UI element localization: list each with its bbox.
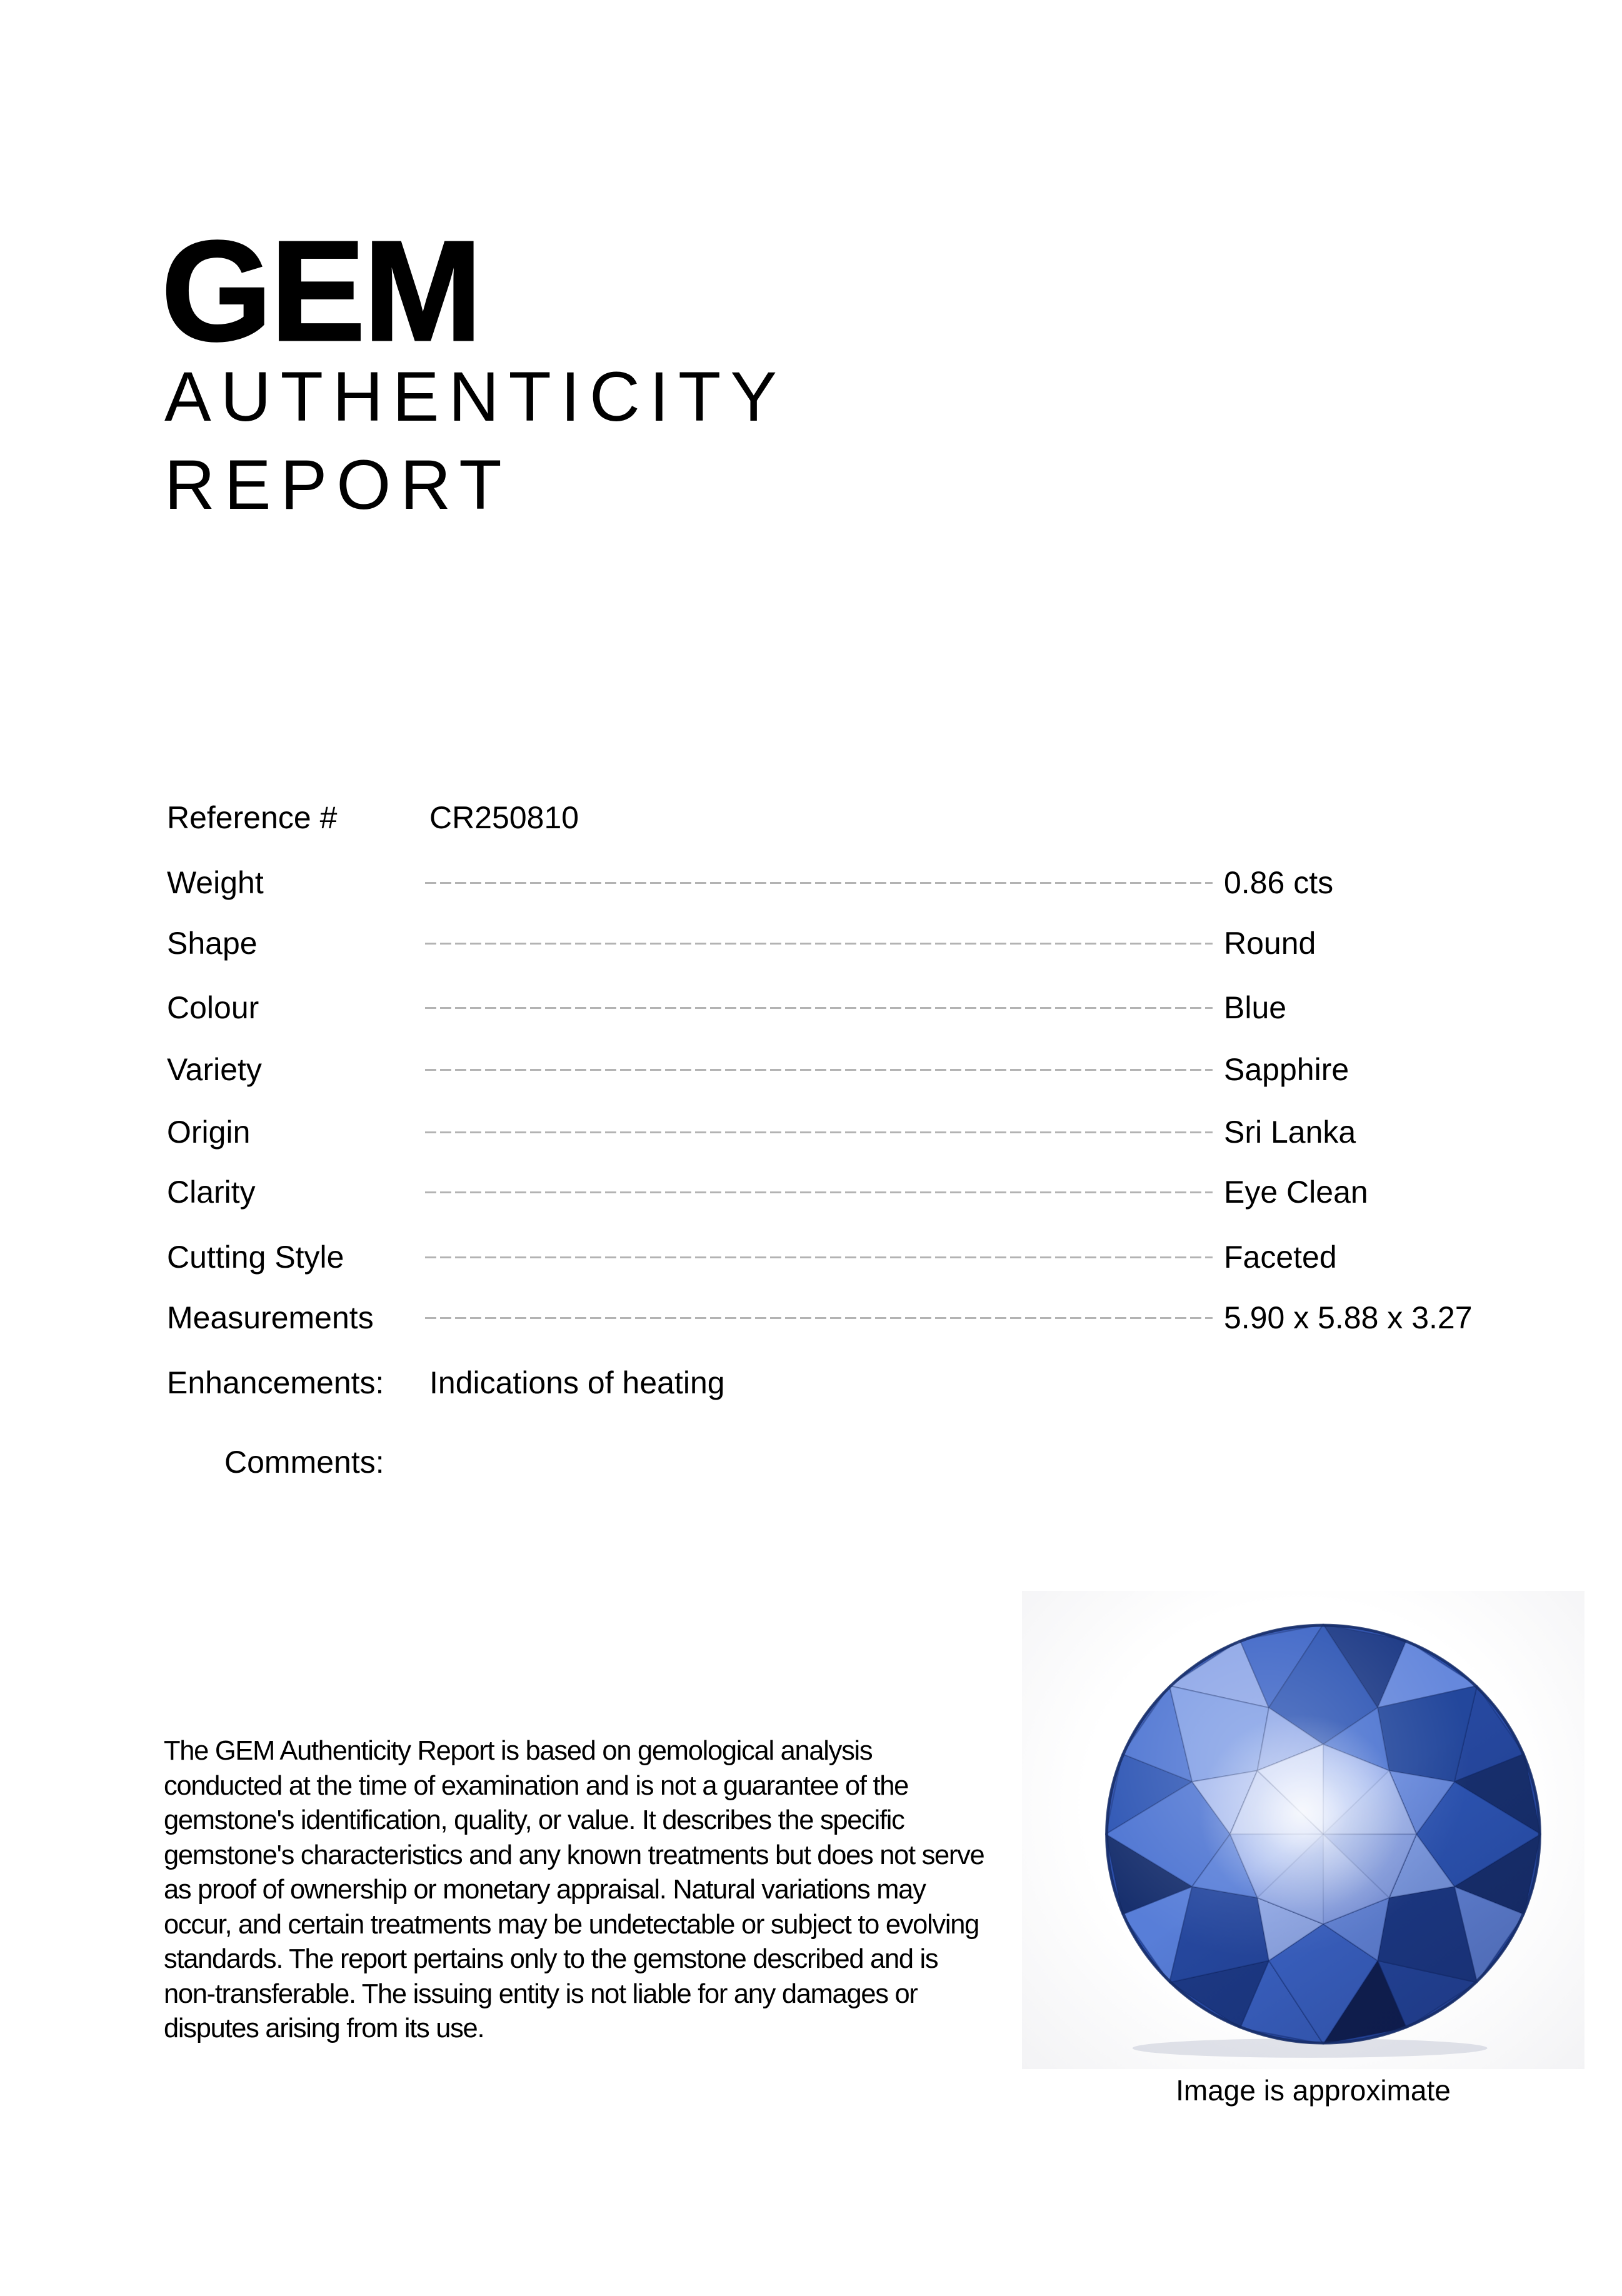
sapphire-gem-image (1097, 1616, 1549, 2061)
field-label-enhancements: Enhancements: (167, 1365, 384, 1400)
dotted-leader-line (425, 943, 1213, 945)
report-subtitle-line2: REPORT (164, 446, 511, 524)
field-row-measurements (167, 1299, 1473, 1336)
field-row-enhancements (167, 1364, 1469, 1401)
field-label-shape: Shape (167, 926, 258, 961)
spec-table (167, 0, 1473, 1563)
field-row-weight (167, 864, 1469, 901)
field-row-shape (167, 925, 1469, 962)
report-subtitle-line1: AUTHENTICITY (164, 358, 787, 436)
gem-photo-caption: Image is approximate (1176, 2074, 1451, 2107)
field-value-reference: CR250810 (429, 800, 579, 835)
field-value-origin: Sri Lanka (1224, 1115, 1356, 1150)
field-value-measurements: 5.90 x 5.88 x 3.27 (1224, 1300, 1473, 1335)
dotted-leader-line (425, 1317, 1213, 1319)
field-label-cutting-style: Cutting Style (167, 1240, 344, 1275)
field-row-comments (167, 1443, 1469, 1481)
field-row-clarity (167, 1173, 1469, 1211)
dotted-leader-line (425, 1131, 1213, 1133)
report-title: GEM (161, 212, 481, 371)
dotted-leader-line (425, 1007, 1213, 1009)
disclaimer-text: The GEM Authenticity Report is based on gemological analysis conducted at the time of examination and is not a guarantee of the gemstone's identification, quality, or value. It describes the specific gemstone's characteristics and any known treatments but does not serve as proof of ownership or monetary appraisal. Natural variations may occur, and certain treatments may be undetectable or subject to evolving standards. The report pertains only to the gemstone described and is non-transferable. The issuing entity is not liable for any damages or disputes arising from its use. (164, 1736, 984, 2043)
dotted-leader-line (425, 1191, 1213, 1193)
dotted-leader-line (425, 1069, 1213, 1071)
dotted-leader-line (425, 882, 1213, 884)
field-label-clarity: Clarity (167, 1175, 256, 1210)
field-value-cutting-style: Faceted (1224, 1240, 1337, 1275)
field-value-shape: Round (1224, 926, 1316, 961)
field-row-colour (167, 989, 1469, 1026)
field-label-comments: Comments: (224, 1445, 384, 1480)
field-label-variety: Variety (167, 1052, 262, 1087)
field-label-colour: Colour (167, 990, 259, 1025)
field-value-variety: Sapphire (1224, 1052, 1349, 1087)
field-label-reference: Reference # (167, 800, 338, 835)
field-row-variety (167, 1051, 1469, 1088)
field-value-weight: 0.86 cts (1224, 865, 1334, 900)
field-row-origin (167, 1113, 1469, 1151)
field-value-enhancements: Indications of heating (429, 1365, 725, 1400)
field-row-reference (167, 799, 1469, 836)
field-value-colour: Blue (1224, 990, 1287, 1025)
dotted-leader-line (425, 1256, 1213, 1258)
gem-photo (1022, 1591, 1584, 2069)
field-label-weight: Weight (167, 865, 264, 900)
field-value-clarity: Eye Clean (1224, 1175, 1368, 1210)
field-row-cutting-style (167, 1238, 1469, 1276)
field-label-origin: Origin (167, 1115, 251, 1150)
field-label-measurements: Measurements (167, 1300, 374, 1335)
